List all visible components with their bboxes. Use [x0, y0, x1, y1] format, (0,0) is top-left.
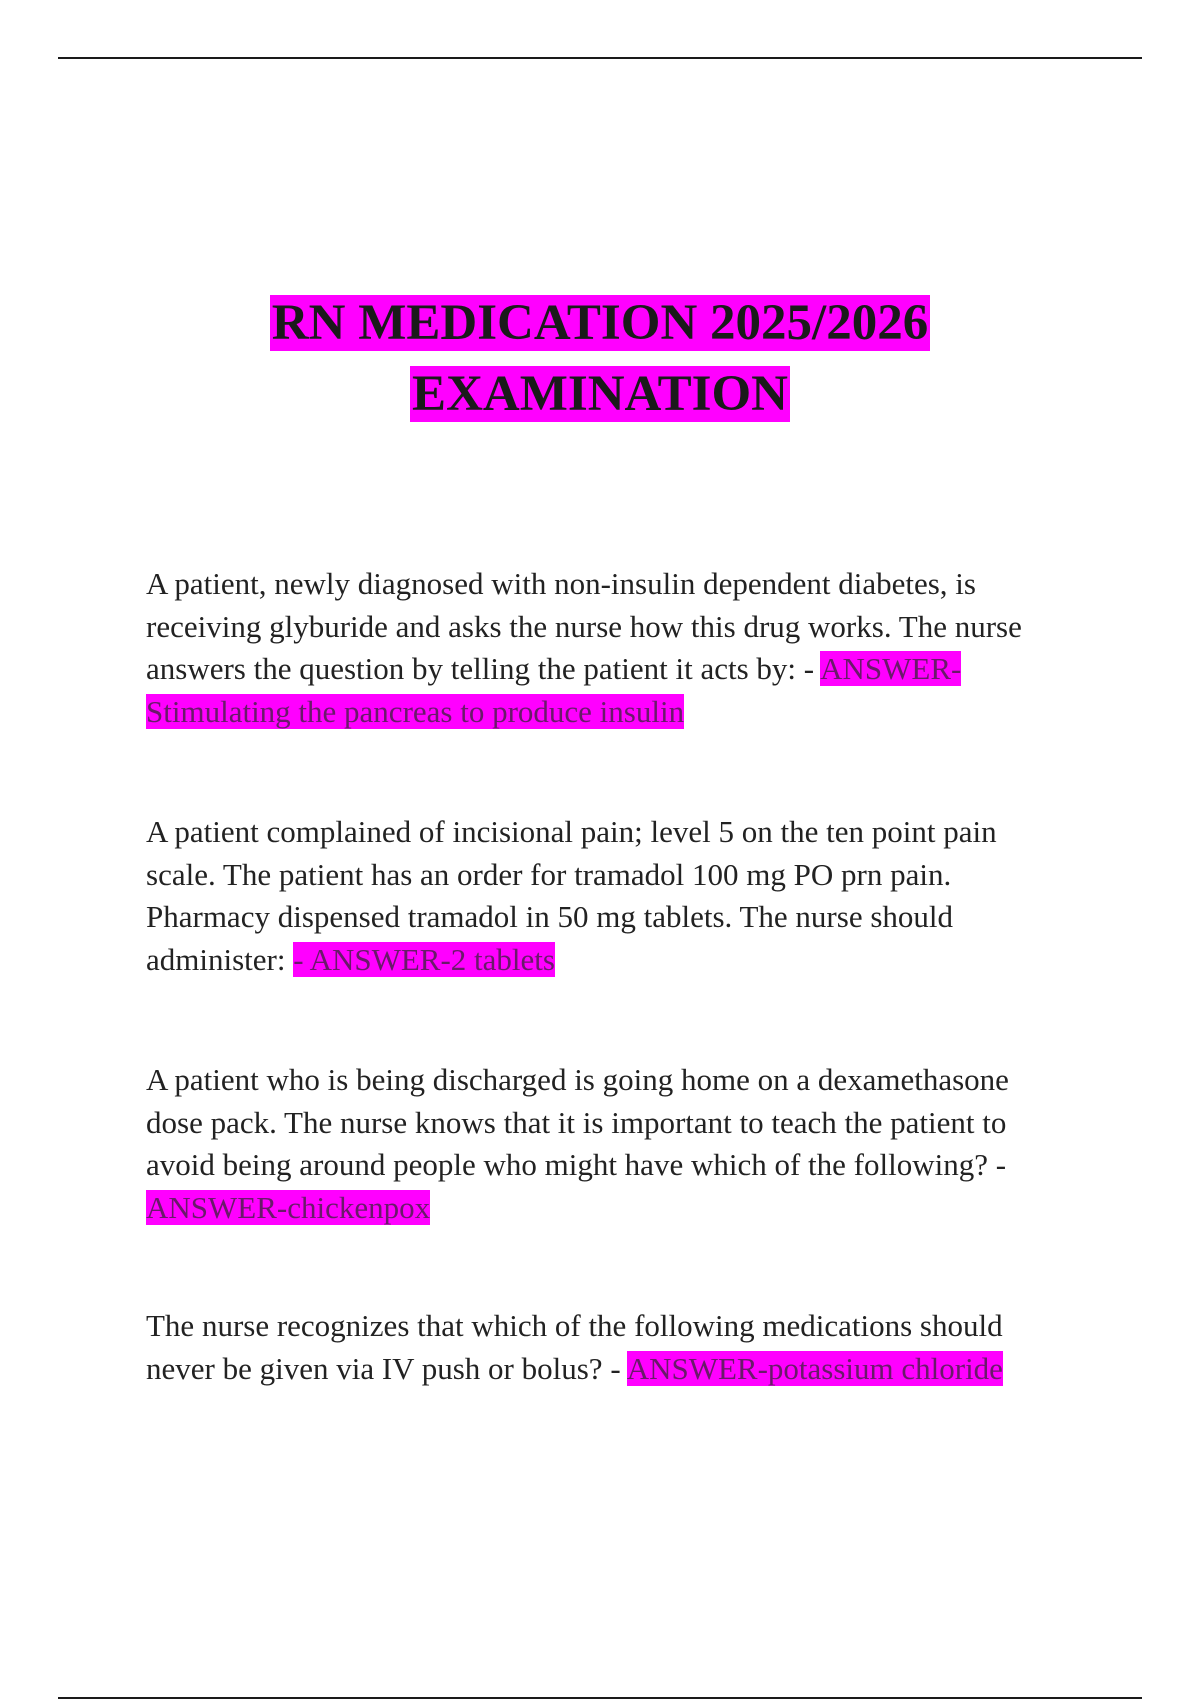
bottom-divider [58, 1697, 1142, 1699]
title-line-2: EXAMINATION [412, 366, 788, 422]
question-text-1: A patient, newly diagnosed with non-insulin dependent diabetes, is receiving glyburide and asks the nurse how this drug works. The nurse answers the question by telling the patient it acts by: - [146, 566, 1022, 686]
answer-highlight-4: ANSWER-potassium chloride [626, 1350, 1003, 1386]
answer-highlight-3: ANSWER-chickenpox [146, 1189, 431, 1225]
answer-highlight-2: - ANSWER-2 tablets [293, 941, 555, 977]
top-divider [58, 57, 1142, 59]
question-block-1 [146, 563, 1066, 733]
question-text-3: A patient who is being discharged is going home on a dexamethasone dose pack. The nurse knows that it is important to teach the patient to avoid being around people who might have which of the following? - [146, 1062, 1009, 1182]
question-block-2 [146, 811, 1066, 981]
answer-highlight-1: ANSWER-Stimulating the pancreas to produce insulin [146, 651, 962, 729]
question-block-3 [146, 1059, 1066, 1229]
document-title [0, 288, 1200, 430]
question-text-2: A patient complained of incisional pain; level 5 on the ten point pain scale. The patient has an order for tramadol 100 mg PO prn pain. Pharmacy dispensed tramadol in 50 mg tablets. The nurse should administer: [146, 814, 997, 977]
question-text-4: The nurse recognizes that which of the following medications should never be given via IV push or bolus? - [146, 1308, 1003, 1386]
question-block-4 [146, 1305, 1066, 1390]
title-line-1: RN MEDICATION 2025/2026 [271, 295, 929, 351]
